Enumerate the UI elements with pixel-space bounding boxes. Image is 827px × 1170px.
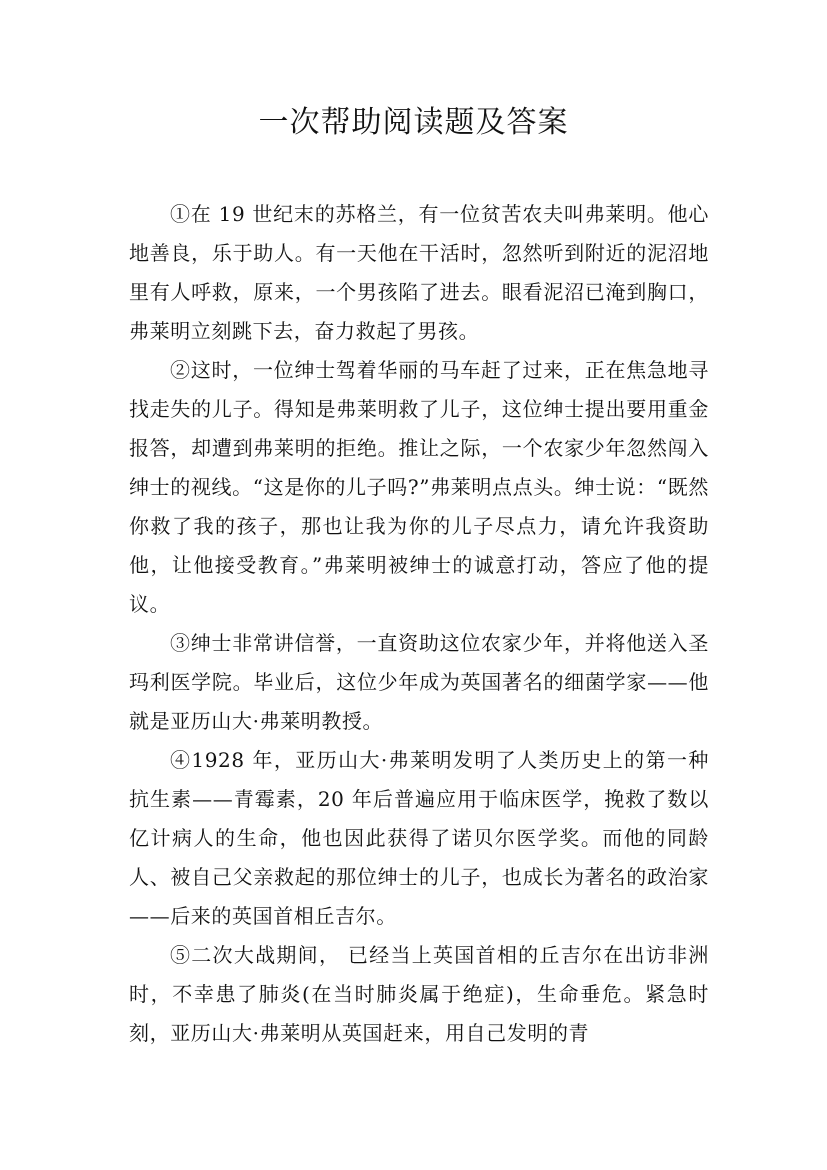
document-title: 一次帮助阅读题及答案 — [258, 105, 569, 140]
paragraph-5: ⑤二次大战期间， 已经当上英国首相的丘吉尔在出访非洲时，不幸患了肺炎(在当时肺炎属于绝症)，生命垂危。紧急时刻，亚历山大·弗莱明从英国赶来，用自己发明的青 — [129, 943, 709, 1045]
paragraph-4: ④1928 年，亚历山大·弗莱明发明了人类历史上的第一种抗生素——青霉素，20 年后普遍应用于临床医学，挽救了数以亿计病人的生命，他也因此获得了诺贝尔医学奖。而他的同龄人、被自己父亲救起的那位绅士的儿子，也成长为著名的政治家——后来的英国首相丘吉尔。 — [129, 748, 709, 928]
paragraph-2: ②这时，一位绅士驾着华丽的马车赶了过来，正在焦急地寻找走失的儿子。得知是弗莱明救了儿子，这位绅士提出要用重金报答，却遭到弗莱明的拒绝。推让之际，一个农家少年忽然闯入绅士的视线。“这是你的儿子吗?”弗莱明点点头。绅士说：“既然你救了我的孩子，那也让我为你的儿子尽点力，请允许我资助他，让他接受教育。”弗莱明被绅士的诚意打动，答应了他的提议。 — [129, 358, 709, 616]
document-body — [129, 195, 709, 1053]
paragraph-1: ①在 19 世纪末的苏格兰，有一位贫苦农夫叫弗莱明。他心地善良，乐于助人。有一天他在干活时，忽然听到附近的泥沼地里有人呼救，原来，一个男孩陷了进去。眼看泥沼已淹到胸口，弗莱明立刻跳下去，奋力救起了男孩。 — [129, 202, 709, 343]
paragraph-3: ③绅士非常讲信誉，一直资助这位农家少年，并将他送入圣玛利医学院。毕业后，这位少年成为英国著名的细菌学家——他就是亚历山大·弗莱明教授。 — [129, 631, 709, 733]
